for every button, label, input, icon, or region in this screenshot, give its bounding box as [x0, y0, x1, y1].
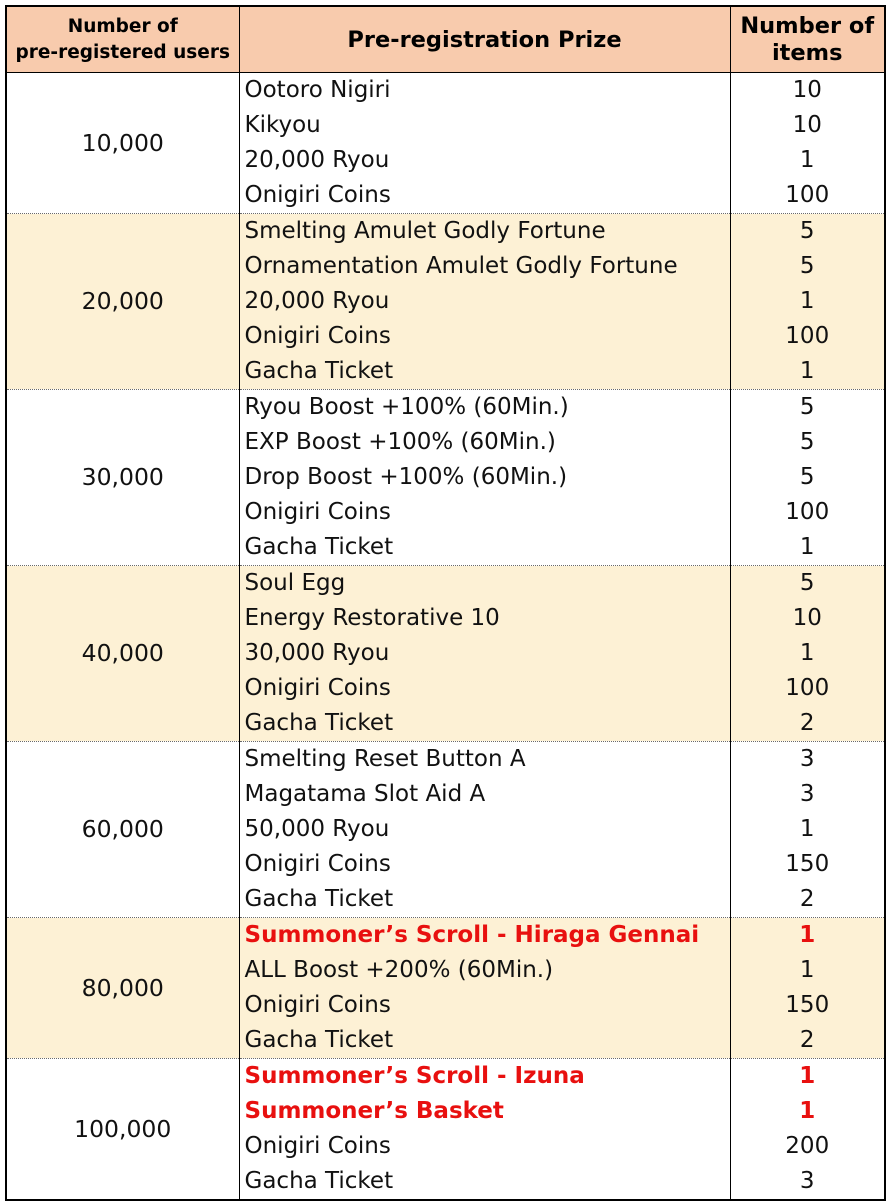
prize-count-cell: 1 [730, 953, 885, 988]
prize-count-cell: 5 [730, 460, 885, 495]
prize-name-cell: Energy Restorative 10 [239, 601, 730, 636]
prize-name-cell: Gacha Ticket [239, 706, 730, 742]
prize-name-cell: Onigiri Coins [239, 671, 730, 706]
tier-users-cell: 40,000 [6, 566, 239, 742]
prize-name-cell: Gacha Ticket [239, 1023, 730, 1059]
table-row [6, 566, 885, 602]
table-row [6, 918, 885, 954]
header-users [6, 6, 239, 73]
prize-count-cell: 3 [730, 777, 885, 812]
prize-count-cell: 150 [730, 988, 885, 1023]
prize-count-cell: 3 [730, 742, 885, 778]
prize-count-cell: 150 [730, 847, 885, 882]
prize-count-cell: 1 [730, 1059, 885, 1095]
prize-count-cell: 1 [730, 530, 885, 566]
prize-name-cell: Summoner’s Scroll - Izuna [239, 1059, 730, 1095]
table-row [6, 73, 885, 109]
prize-count-cell: 5 [730, 214, 885, 250]
tier-users-cell: 80,000 [6, 918, 239, 1059]
prize-name-cell: Summoner’s Basket [239, 1094, 730, 1129]
table-body [6, 73, 885, 1201]
prize-name-cell: Onigiri Coins [239, 319, 730, 354]
prize-count-cell: 100 [730, 178, 885, 214]
prize-count-cell: 1 [730, 143, 885, 178]
prize-count-cell: 10 [730, 108, 885, 143]
header-row [6, 6, 885, 73]
prize-count-cell: 1 [730, 812, 885, 847]
tier-users-cell: 60,000 [6, 742, 239, 918]
table-row [6, 214, 885, 250]
prize-name-cell: 20,000 Ryou [239, 143, 730, 178]
prize-name-cell: Ootoro Nigiri [239, 73, 730, 109]
prize-count-cell: 10 [730, 601, 885, 636]
prize-name-cell: Ryou Boost +100% (60Min.) [239, 390, 730, 426]
prize-count-cell: 5 [730, 390, 885, 426]
prize-name-cell: ALL Boost +200% (60Min.) [239, 953, 730, 988]
prize-count-cell: 10 [730, 73, 885, 109]
prize-name-cell: Magatama Slot Aid A [239, 777, 730, 812]
tier-users-cell: 100,000 [6, 1059, 239, 1201]
prize-count-cell: 1 [730, 354, 885, 390]
prize-count-cell: 2 [730, 706, 885, 742]
prize-name-cell: Onigiri Coins [239, 988, 730, 1023]
prize-count-cell: 1 [730, 1094, 885, 1129]
prize-name-cell: Summoner’s Scroll - Hiraga Gennai [239, 918, 730, 954]
table-header [6, 6, 885, 73]
prize-count-cell: 1 [730, 284, 885, 319]
prize-name-cell: Soul Egg [239, 566, 730, 602]
tier-users-cell: 30,000 [6, 390, 239, 566]
header-count-line2: items [771, 39, 843, 66]
prize-name-cell: Gacha Ticket [239, 354, 730, 390]
prize-name-cell: Gacha Ticket [239, 530, 730, 566]
prize-name-cell: Onigiri Coins [239, 495, 730, 530]
prize-name-cell: Onigiri Coins [239, 178, 730, 214]
prize-count-cell: 100 [730, 671, 885, 706]
prize-count-cell: 100 [730, 319, 885, 354]
prize-count-cell: 3 [730, 1164, 885, 1200]
prize-count-cell: 5 [730, 425, 885, 460]
prize-name-cell: Ornamentation Amulet Godly Fortune [239, 249, 730, 284]
prize-count-cell: 2 [730, 1023, 885, 1059]
prize-count-cell: 5 [730, 566, 885, 602]
prize-name-cell: Smelting Reset Button A [239, 742, 730, 778]
prize-name-cell: Smelting Amulet Godly Fortune [239, 214, 730, 250]
table-row [6, 742, 885, 778]
prize-table [5, 5, 886, 1201]
prize-name-cell: Drop Boost +100% (60Min.) [239, 460, 730, 495]
prize-name-cell: Onigiri Coins [239, 847, 730, 882]
header-users-line1: Number of [67, 15, 178, 37]
header-count [730, 6, 885, 73]
tier-users-cell: 10,000 [6, 73, 239, 214]
prize-count-cell: 1 [730, 636, 885, 671]
table-row [6, 1059, 885, 1095]
header-users-line2: pre-registered users [15, 41, 230, 63]
prize-name-cell: EXP Boost +100% (60Min.) [239, 425, 730, 460]
prize-count-cell: 1 [730, 918, 885, 954]
header-count-line1: Number of [740, 12, 875, 39]
prize-name-cell: 20,000 Ryou [239, 284, 730, 319]
table-row [6, 390, 885, 426]
tier-users-cell: 20,000 [6, 214, 239, 390]
prize-count-cell: 100 [730, 495, 885, 530]
header-prize: Pre-registration Prize [239, 6, 730, 73]
prize-count-cell: 2 [730, 882, 885, 918]
prize-name-cell: Kikyou [239, 108, 730, 143]
prize-count-cell: 5 [730, 249, 885, 284]
prize-name-cell: Gacha Ticket [239, 882, 730, 918]
prize-name-cell: Gacha Ticket [239, 1164, 730, 1200]
prize-name-cell: 50,000 Ryou [239, 812, 730, 847]
prize-name-cell: Onigiri Coins [239, 1129, 730, 1164]
prize-name-cell: 30,000 Ryou [239, 636, 730, 671]
prize-count-cell: 200 [730, 1129, 885, 1164]
